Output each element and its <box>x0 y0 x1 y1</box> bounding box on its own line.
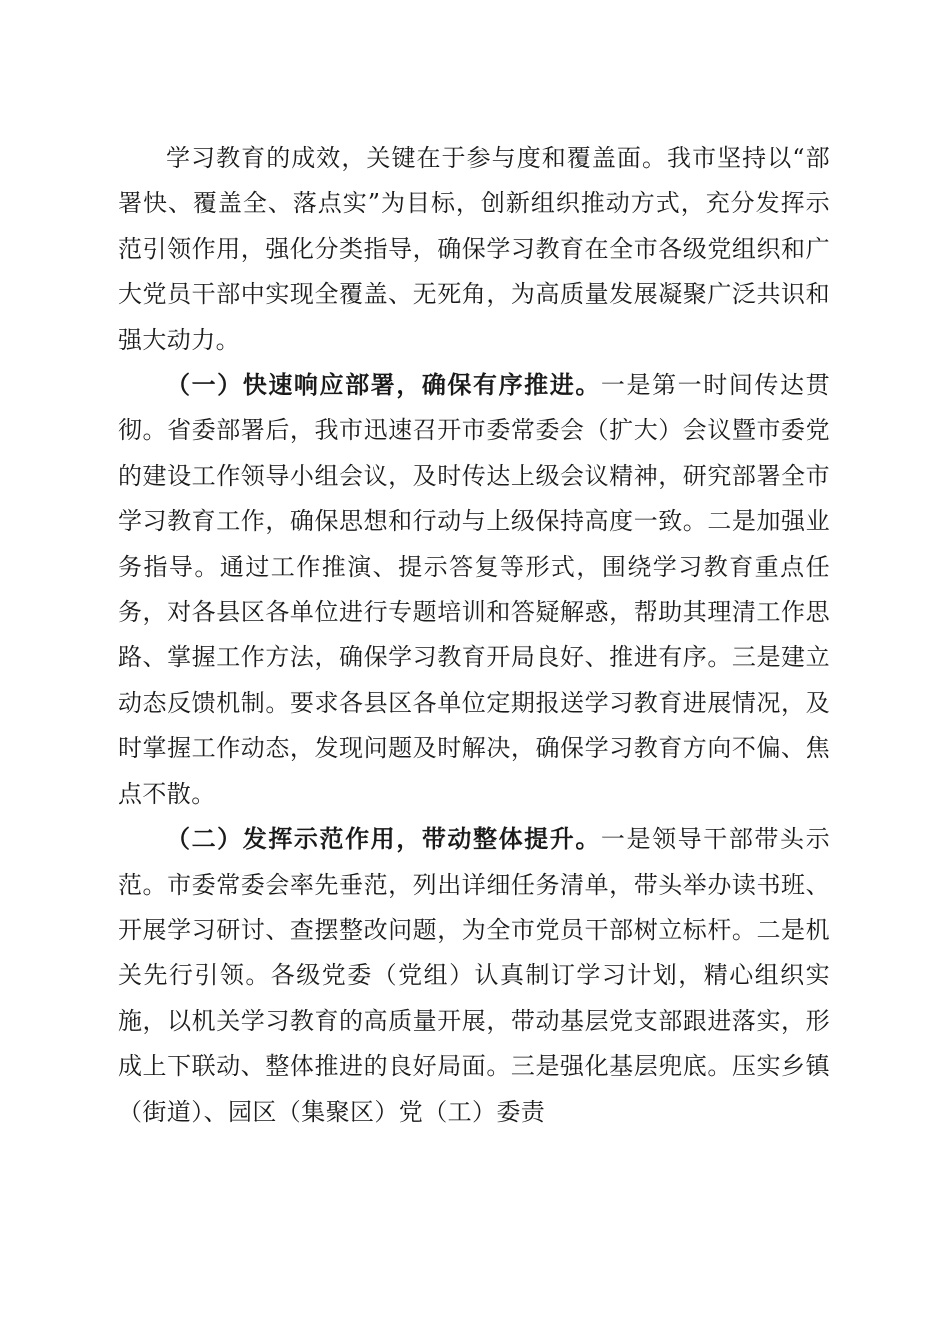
section-one-heading: （一）快速响应部署，确保有序推进。 <box>166 371 601 400</box>
section-two-heading: （二）发挥示范作用，带动整体提升。 <box>166 825 601 854</box>
section-one-text: 一是第一时间传达贯彻。省委部署后，我市迅速召开市委常委会（扩大）会议暨市委党的建设工作领导小组会议，及时传达上级会议精神，研究部署全市学习教育工作，确保思想和行动与上级保持高度一致。二是加强业务指导。通过工作推演、提示答复等形式，围绕学习教育重点任务，对各县区各单位进行专题培训和答疑解惑，帮助其理清工作思路、掌握工作方法，确保学习教育开局良好、推进有序。三是建立动态反馈机制。要求各县区各单位定期报送学习教育进展情况，及时掌握工作动态，发现问题及时解决，确保学习教育方向不偏、焦点不散。 <box>118 371 830 808</box>
section-two-paragraph <box>118 817 830 1135</box>
section-one-paragraph <box>118 363 830 817</box>
document-page <box>118 136 830 1135</box>
intro-paragraph-text: 学习教育的成效，关键在于参与度和覆盖面。我市坚持以“部署快、覆盖全、落点实”为目标，创新组织推动方式，充分发挥示范引领作用，强化分类指导，确保学习教育在全市各级党组织和广大党员干部中实现全覆盖、无死角，为高质量发展凝聚广泛共识和强大动力。 <box>118 144 830 354</box>
section-two-text: 一是领导干部带头示范。市委常委会率先垂范，列出详细任务清单，带头举办读书班、开展学习研讨、查摆整改问题，为全市党员干部树立标杆。二是机关先行引领。各级党委（党组）认真制订学习计划，精心组织实施，以机关学习教育的高质量开展，带动基层党支部跟进落实，形成上下联动、整体推进的良好局面。三是强化基层兜底。压实乡镇（街道）、园区（集聚区）党（工）委责 <box>118 825 830 1126</box>
intro-paragraph <box>118 136 830 363</box>
